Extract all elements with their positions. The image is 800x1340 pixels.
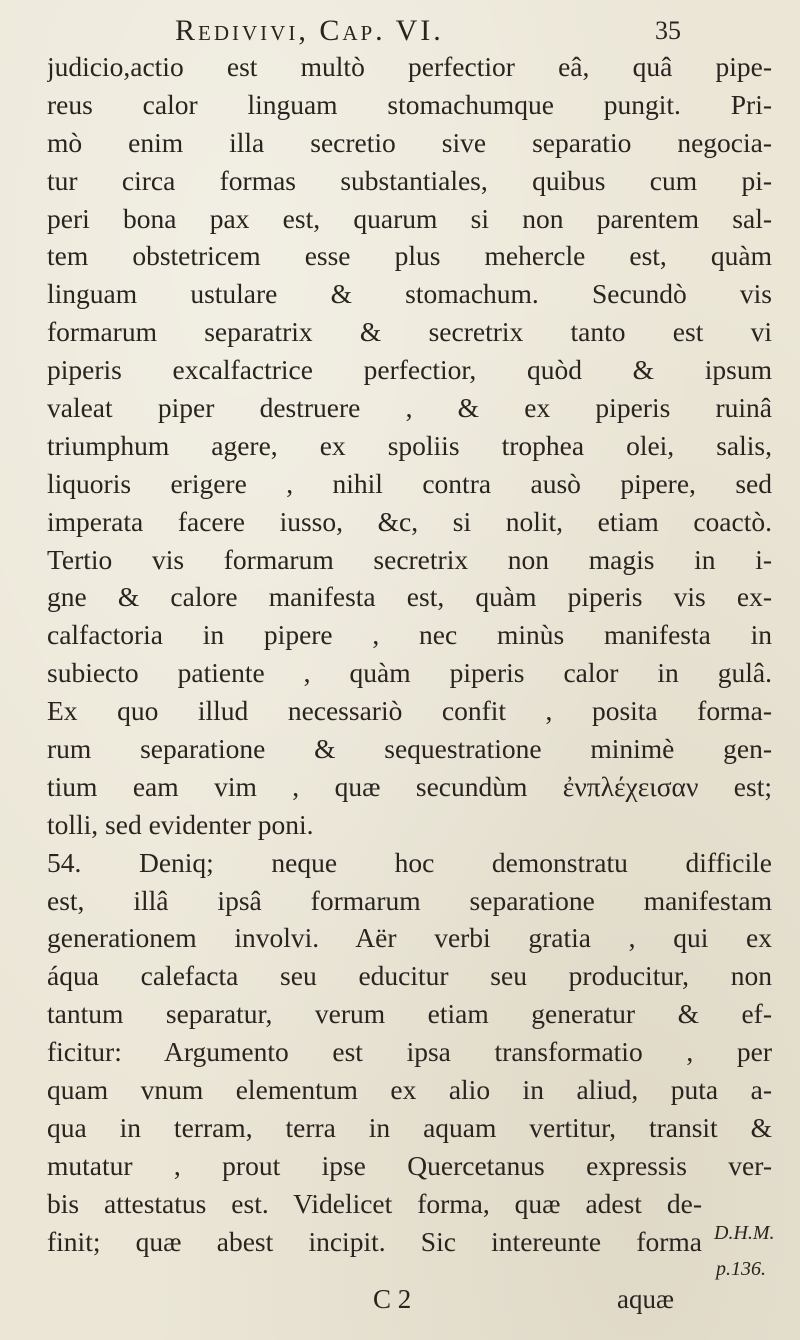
body-text (47, 48, 772, 1261)
text-line: tur circa formas substantiales, quibus cum pi- (47, 164, 772, 196)
text-line: gne & calore manifesta est, quàm piperis vis ex- (47, 581, 772, 613)
text-line: ficitur: Argumento est ipsa transformatio , per (47, 1036, 772, 1068)
catchline (0, 1284, 800, 1324)
text-line: reus calor linguam stomachumque pungit. Pri- (47, 88, 772, 120)
margin-note: D.H.M. (714, 1222, 775, 1244)
text-line: judicio,actio est multò perfectior eâ, quâ pipe- (47, 51, 772, 82)
text-line: áqua calefacta seu educitur seu producitur, non (47, 960, 772, 992)
text-line: formarum separatrix & secretrix tanto est vi (47, 316, 772, 348)
text-line: bis attestatus est. Videlicet forma, quæ adest de- (47, 1187, 702, 1219)
text-line: qua in terram, terra in aquam vertitur, transit & (47, 1111, 772, 1143)
text-line: mò enim illa secretio sive separatio negocia- (47, 126, 772, 158)
text-line: finit; quæ abest incipit. Sic intereunte forma (47, 1225, 702, 1257)
running-title: Redivivi, Cap. VI. (175, 14, 444, 47)
text-line: subiecto patiente , quàm piperis calor in gulâ. (47, 657, 772, 689)
text-line: est, illâ ipsâ formarum separatione manifestam (47, 884, 772, 916)
text-line: generationem involvi. Aër verbi gratia , qui ex (47, 922, 772, 954)
text-line: tium eam vim , quæ secundùm ἐνπλέχεισαν est; (47, 770, 772, 802)
page-number: 35 (655, 16, 681, 45)
text-line: linguam ustulare & stomachum. Secundò vis (47, 278, 772, 310)
text-line: rum separatione & sequestratione minimè gen- (47, 733, 772, 765)
text-line: imperata facere iusso, &c, si nolit, etiam coactò. (47, 505, 772, 537)
text-line: piperis excalfactrice perfectior, quòd & ipsum (47, 354, 772, 386)
text-line: calfactoria in pipere , nec minùs manifesta in (47, 619, 772, 651)
signature-mark: C 2 (373, 1284, 412, 1314)
text-line: tem obstetricem esse plus mehercle est, quàm (47, 240, 772, 272)
catchword: aquæ (617, 1284, 674, 1314)
text-line: 54. Deniq; neque hoc demonstratu difficile (47, 846, 772, 878)
text-line: liquoris erigere , nihil contra ausò pipere, sed (47, 467, 772, 499)
text-line: valeat piper destruere , & ex piperis ruinâ (47, 392, 772, 424)
text-line: triumphum agere, ex spoliis trophea olei, salis, (47, 429, 772, 461)
text-line: quam vnum elementum ex alio in aliud, puta a- (47, 1074, 772, 1106)
text-line: tantum separatur, verum etiam generatur & ef- (47, 998, 772, 1030)
text-line: tolli, sed evidenter poni. (47, 808, 314, 840)
text-line: mutatur , prout ipse Quercetanus expressis ver- (47, 1149, 772, 1181)
text-line: Ex quo illud necessariò confit , posita forma- (47, 695, 772, 727)
text-line: Tertio vis formarum secretrix non magis in i- (47, 543, 772, 575)
margin-note: p.136. (716, 1258, 766, 1280)
text-line: peri bona pax est, quarum si non parentem sal- (47, 202, 772, 234)
